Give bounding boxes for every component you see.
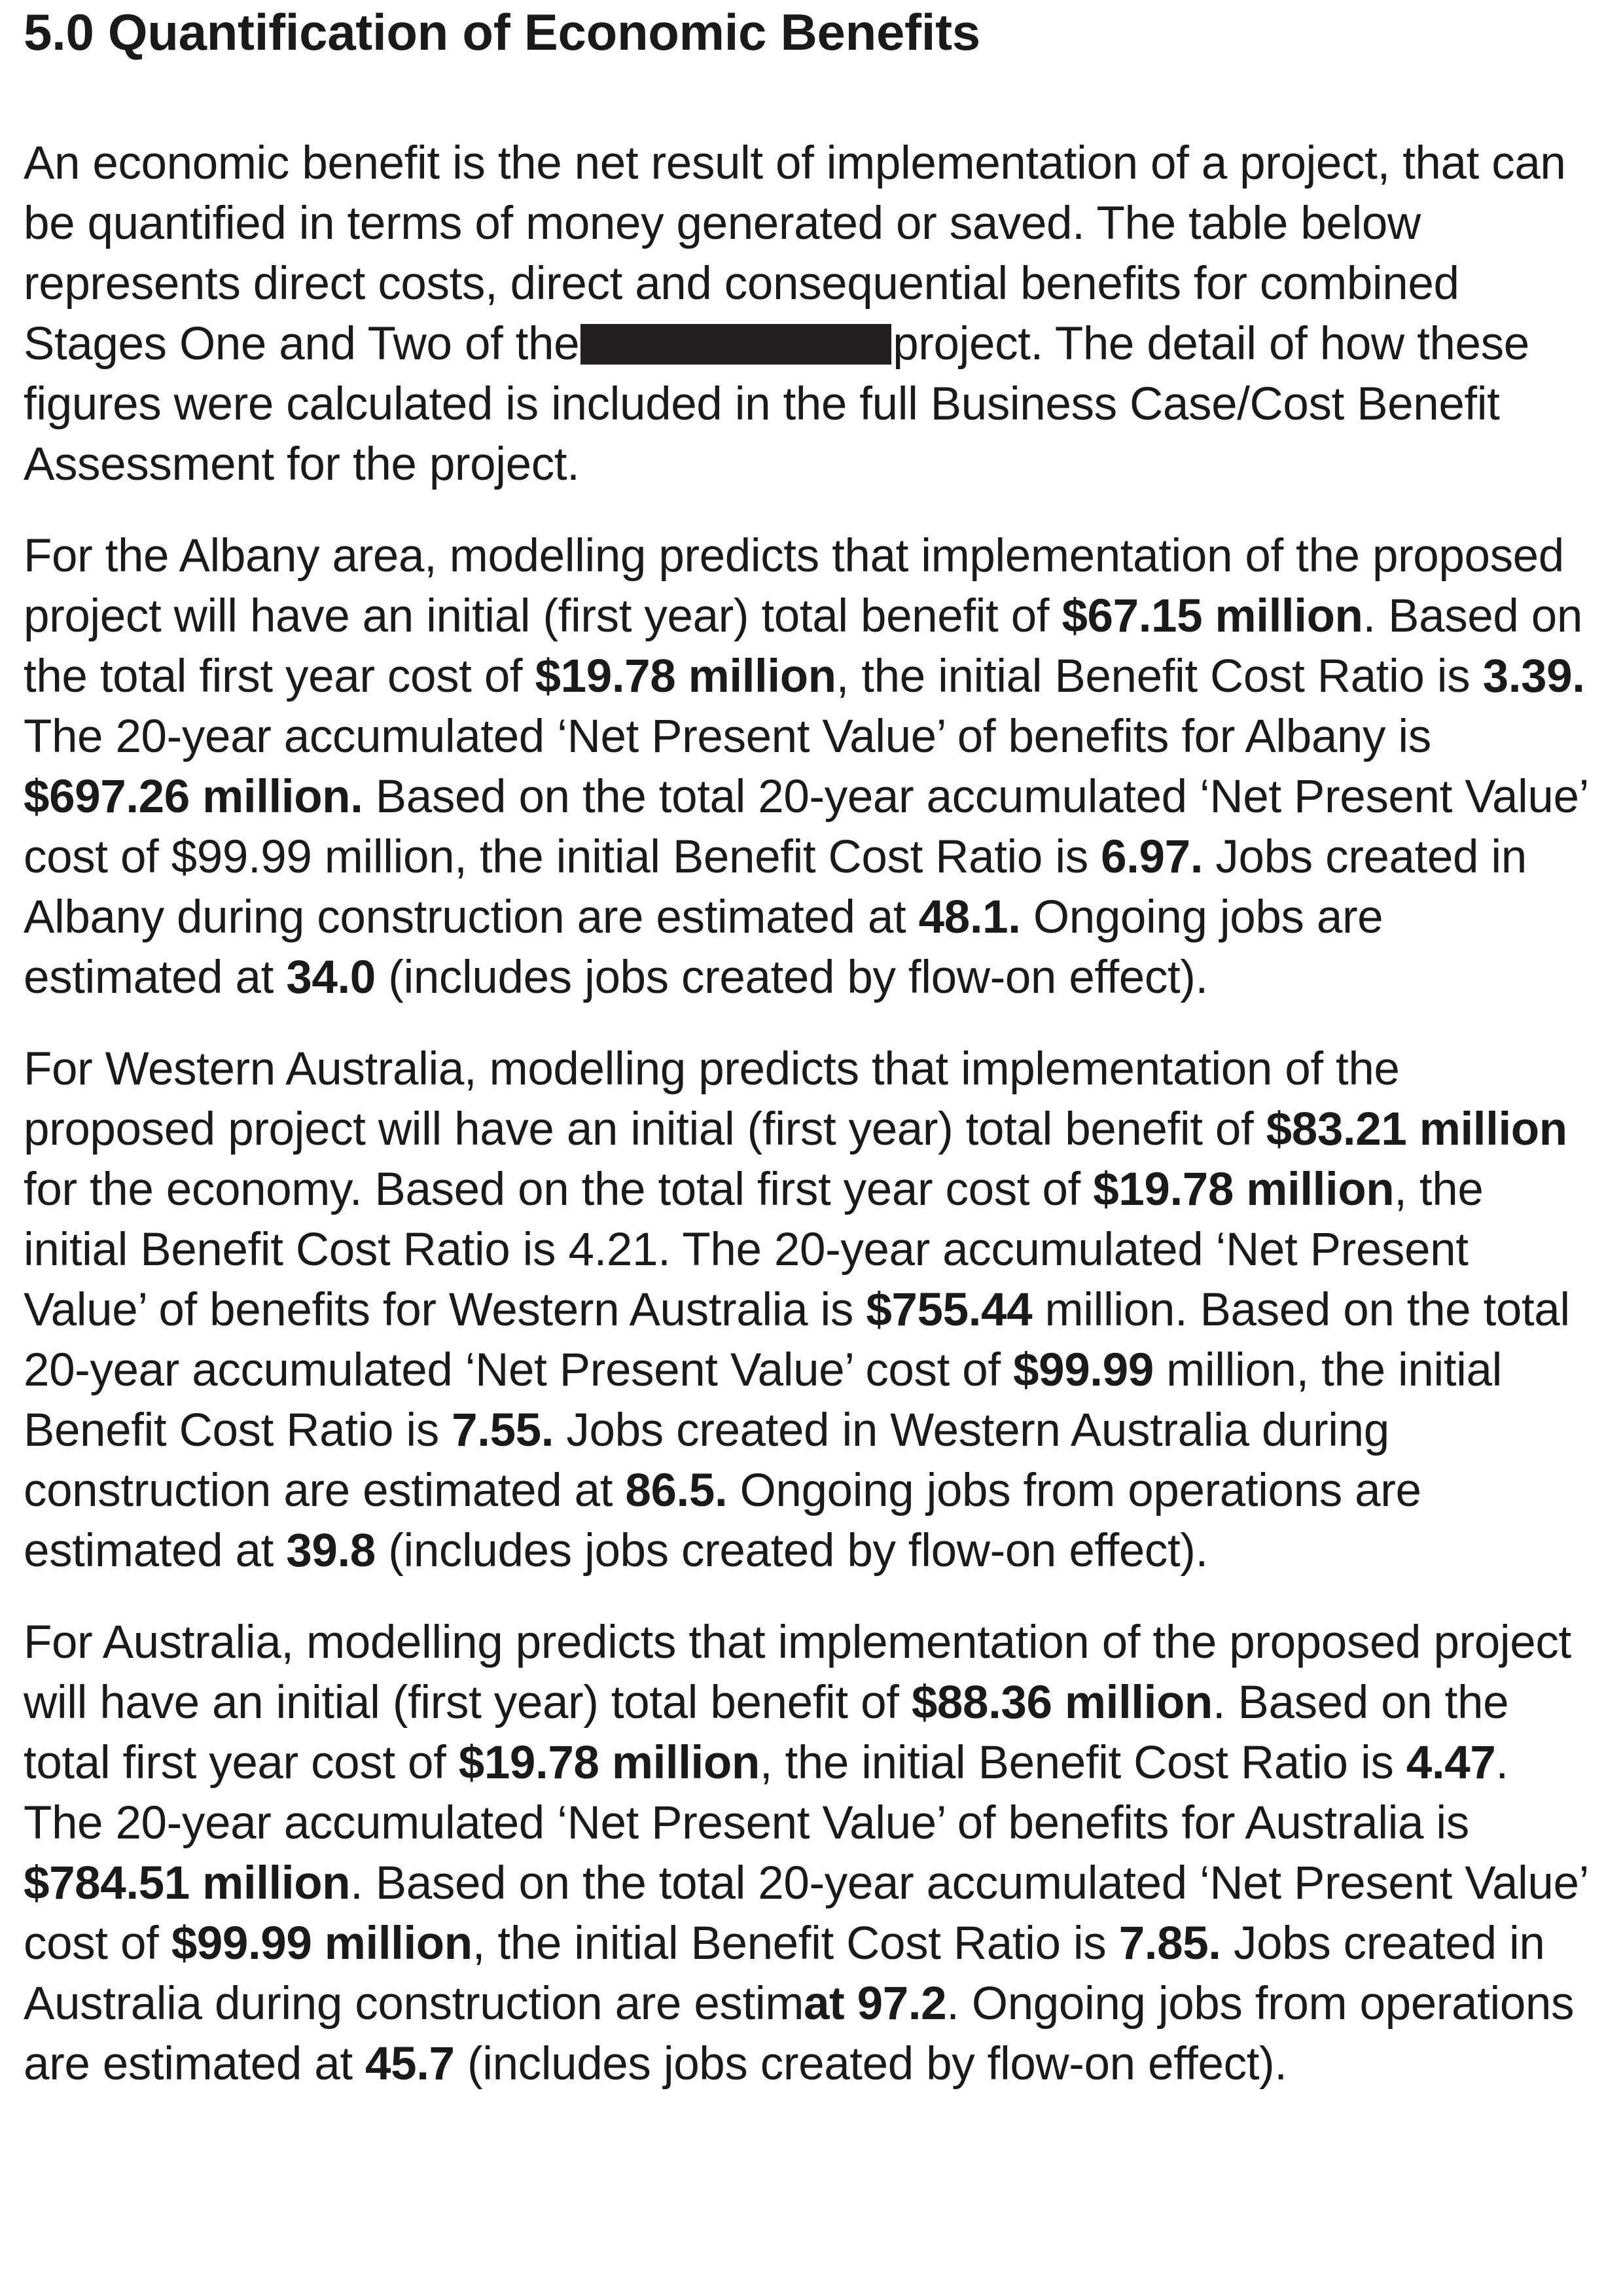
wa-text-5: million, the initial Benefit Cost Ratio is [24,1344,1502,1456]
albany-ongoing-jobs: 34.0 [286,952,376,1003]
wa-text-2: for the economy. Based on the total first year cost of [24,1164,1094,1215]
albany-initial-bcr: 3.39. [1482,651,1585,702]
wa-text-1: For Western Australia, modelling predicts that implementation of the proposed project will have an initial (first year) total benefit of [24,1043,1400,1155]
albany-text-8: (includes jobs created by flow-on effect). [375,952,1208,1003]
au-npv-cost: $99.99 million [171,1918,473,1969]
wa-text-3: , the initial Benefit Cost Ratio is 4.21. The 20-year accumulated ‘Net Present Value’ of benefits for Western Australia is [24,1164,1484,1336]
albany-text-5: Based on the total 20-year accumulated ‘Net Present Value’ cost of $99.99 million, the initial Benefit Cost Ratio is [24,771,1588,883]
wa-ongoing-jobs: 39.8 [286,1525,376,1577]
au-first-year-benefit: $88.36 million [911,1677,1213,1729]
wa-text-6: Jobs created in Western Australia during construction are estimated at [24,1405,1389,1516]
albany-paragraph [24,526,1594,1008]
au-npv-benefits: $784.51 million [24,1857,351,1909]
albany-text-1: For the Albany area, modelling predicts that implementation of the proposed project will have an initial (first year) total benefit of [24,530,1564,642]
wa-construction-jobs: 86.5. [625,1465,728,1516]
albany-first-year-benefit: $67.15 million [1061,590,1363,642]
au-text-3: , the initial Benefit Cost Ratio is [759,1737,1406,1789]
albany-text-4: The 20-year accumulated ‘Net Present Value’ of benefits for Albany is [24,711,1431,762]
wa-npv-benefits: $755.44 [866,1284,1033,1336]
au-first-year-cost: $19.78 million [458,1737,760,1789]
albany-text-2: . Based on the total first year cost of [24,590,1582,702]
wa-first-year-cost: $19.78 million [1093,1164,1395,1215]
au-npv-bcr: 7.85. [1118,1918,1221,1969]
au-initial-bcr: 4.47 [1406,1737,1496,1789]
wa-first-year-benefit: $83.21 million [1266,1103,1567,1155]
au-text-5: . Based on the total 20-year accumulated ‘Net Present Value’ cost of [24,1857,1588,1969]
section-heading: 5.0 Quantification of Economic Benefits [24,3,980,61]
au-text-9: (includes jobs created by flow-on effect). [454,2038,1287,2090]
albany-text-7: Ongoing jobs are estimated at [24,891,1383,1003]
au-construction-jobs: at 97.2 [803,1978,947,2030]
albany-npv-bcr: 6.97. [1101,831,1204,883]
intro-text-after-redaction: project. The detail of how these figures were calculated is included in the full Business Case/Cost Benefit Assessment for the project. [24,318,1529,490]
au-text-8: . Ongoing jobs from operations are estimated at [24,1978,1575,2090]
au-ongoing-jobs: 45.7 [365,2038,455,2090]
wa-text-8: (includes jobs created by flow-on effect). [375,1525,1208,1577]
western-australia-paragraph [24,1039,1594,1581]
au-text-7: Jobs created in Australia during construction are estim [24,1918,1545,2030]
au-text-6: , the initial Benefit Cost Ratio is [472,1918,1119,1969]
redaction-block [580,324,891,365]
wa-text-7: Ongoing jobs from operations are estimated at [24,1465,1421,1577]
albany-text-6: Jobs created in Albany during construction are estimated at [24,831,1527,943]
wa-npv-cost: $99.99 [1013,1344,1154,1396]
intro-text-before-redaction: An economic benefit is the net result of implementation of a project, that can be quantified in terms of money generated or saved. The table below represents direct costs, direct and consequential benefits for combined Stages One and Two of the [24,137,1566,370]
albany-npv-benefits: $697.26 million. [24,771,363,823]
albany-text-3: , the initial Benefit Cost Ratio is [836,651,1483,702]
intro-paragraph [24,134,1594,495]
albany-first-year-cost: $19.78 million [535,651,836,702]
document-page [24,0,1594,2094]
wa-npv-bcr: 7.55. [452,1405,554,1456]
au-text-1: For Australia, modelling predicts that implementation of the proposed project will have an initial (first year) total benefit of [24,1617,1571,1729]
au-text-4: . The 20-year accumulated ‘Net Present Value’ of benefits for Australia is [24,1737,1508,1849]
wa-text-4: million. Based on the total 20-year accumulated ‘Net Present Value’ cost of [24,1284,1570,1396]
albany-construction-jobs: 48.1. [918,891,1021,943]
australia-paragraph [24,1613,1594,2094]
au-text-2: . Based on the total first year cost of [24,1677,1509,1789]
